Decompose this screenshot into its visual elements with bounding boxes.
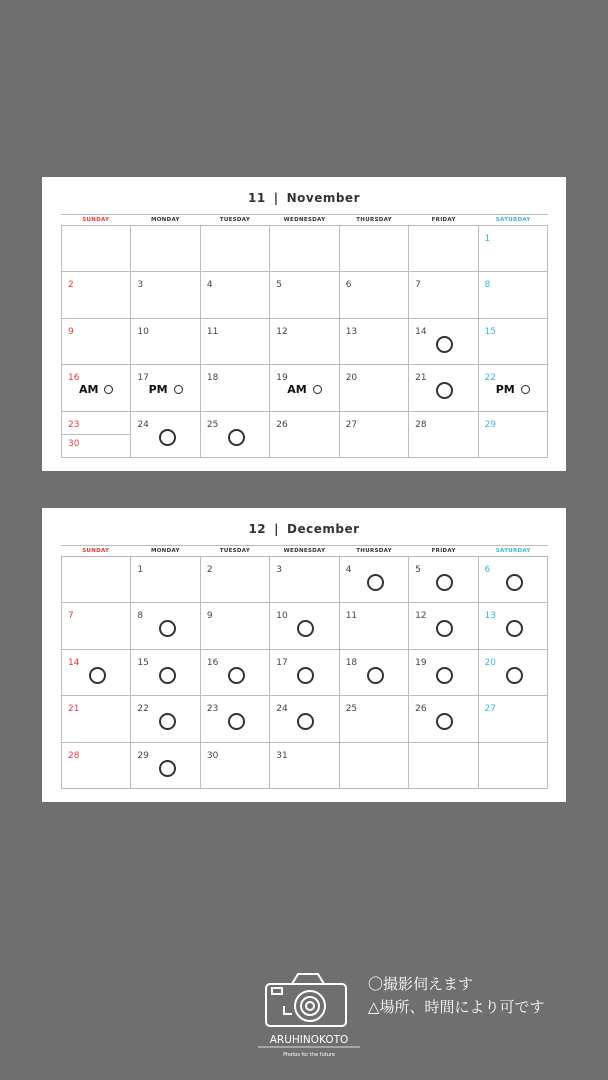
day-cell[interactable]: [269, 226, 338, 271]
day-cell[interactable]: [61, 696, 130, 741]
weekday-label: TUESDAY: [219, 548, 251, 554]
day-number: 18: [345, 657, 358, 668]
day-number: 4: [345, 565, 352, 575]
day-number: 16: [206, 657, 219, 668]
day-cell[interactable]: [339, 319, 408, 364]
day-cell[interactable]: [339, 650, 408, 695]
day-cell[interactable]: [478, 696, 548, 741]
weekday-label: FRIDAY: [431, 548, 456, 554]
available-circle-icon: [89, 667, 106, 684]
calendar-grid: [61, 214, 548, 458]
day-cell[interactable]: [61, 743, 130, 788]
day-cell[interactable]: [61, 226, 130, 271]
weekday-label: MONDAY: [150, 217, 180, 223]
day-cell[interactable]: [130, 696, 199, 741]
day-cell[interactable]: [61, 603, 130, 648]
ampm-availability: [131, 383, 199, 396]
day-number: 29: [484, 419, 496, 430]
month-number: 11: [248, 191, 266, 205]
camera-icon: [254, 968, 364, 1068]
available-circle-icon: [297, 713, 314, 730]
weekday-label: SATURDAY: [495, 217, 531, 223]
day-cell[interactable]: [478, 603, 548, 648]
day-number: 2: [206, 565, 213, 575]
day-cell[interactable]: [408, 319, 477, 364]
day-number: 11: [345, 611, 358, 622]
day-cell[interactable]: [200, 650, 269, 695]
day-cell[interactable]: [478, 557, 548, 602]
calendar-grid: [61, 545, 548, 789]
day-cell[interactable]: [339, 412, 408, 457]
day-cell[interactable]: [408, 743, 477, 788]
day-cell[interactable]: [408, 650, 477, 695]
day-cell[interactable]: [408, 226, 477, 271]
day-cell[interactable]: [61, 412, 130, 457]
day-number: 5: [276, 280, 282, 291]
day-number: 23: [206, 704, 219, 715]
legend-conditional: △場所、時間により可です: [368, 998, 545, 1016]
day-cell[interactable]: [200, 743, 269, 788]
december-calendar: [42, 508, 566, 802]
day-number: 16: [68, 373, 80, 384]
day-cell[interactable]: [269, 650, 338, 695]
day-cell[interactable]: [61, 319, 130, 364]
ampm-availability: [62, 383, 130, 396]
day-cell[interactable]: [130, 272, 199, 317]
day-cell[interactable]: [130, 412, 199, 457]
ampm-availability: [479, 383, 547, 396]
day-number: 30: [206, 750, 219, 761]
day-number: 31: [276, 750, 288, 761]
available-circle-icon: [436, 336, 453, 353]
day-number: 17: [137, 373, 149, 384]
available-circle-icon: [159, 429, 176, 446]
week-row: [61, 319, 548, 365]
day-cell[interactable]: [408, 412, 477, 457]
available-circle-icon: [228, 667, 245, 684]
day-cell[interactable]: [200, 557, 269, 602]
day-cell[interactable]: [339, 743, 408, 788]
day-number: 26: [276, 419, 288, 430]
day-cell[interactable]: [339, 272, 408, 317]
day-number: 19: [276, 373, 288, 384]
small-circle-icon: [313, 385, 322, 394]
weekday-label: SUNDAY: [82, 548, 110, 554]
available-circle-icon: [506, 620, 523, 637]
day-number: 11: [206, 326, 219, 337]
calendar-title: 11 | November: [248, 191, 360, 205]
day-number: 14: [68, 657, 80, 668]
weekday-label: MONDAY: [150, 548, 180, 554]
ampm-label: AM: [287, 383, 307, 397]
day-cell[interactable]: [130, 557, 199, 602]
day-number: 20: [484, 657, 496, 668]
week-row: [61, 365, 548, 411]
available-circle-icon: [436, 620, 453, 637]
weekday-label: SUNDAY: [82, 217, 110, 223]
day-number: 24: [137, 419, 149, 430]
week-row: [61, 557, 548, 603]
day-number: 15: [484, 326, 496, 337]
month-name: December: [287, 522, 360, 536]
day-number: 25: [345, 704, 358, 715]
available-circle-icon: [228, 713, 245, 730]
day-cell[interactable]: [61, 272, 130, 317]
day-number: 15: [137, 657, 149, 668]
day-cell[interactable]: [130, 365, 199, 410]
calendar-title: 12 | December: [248, 522, 360, 536]
day-number: 20: [345, 373, 358, 384]
day-number: 9: [206, 611, 213, 622]
weekday-label: FRIDAY: [431, 217, 456, 223]
day-number: 29: [137, 750, 149, 761]
week-row: [61, 696, 548, 742]
day-number: 17: [276, 657, 288, 668]
day-cell[interactable]: [269, 412, 338, 457]
day-number: 1: [137, 565, 144, 575]
day-number: 2: [68, 280, 74, 291]
day-number: 9: [68, 326, 74, 337]
day-cell[interactable]: [339, 226, 408, 271]
day-number: 13: [484, 611, 496, 622]
day-number: 5: [415, 565, 421, 575]
day-cell[interactable]: [200, 226, 269, 271]
day-cell[interactable]: [478, 272, 548, 317]
available-circle-icon: [367, 574, 384, 591]
day-cell[interactable]: [130, 603, 199, 648]
day-cell[interactable]: [200, 319, 269, 364]
weekday-label: WEDNESDAY: [283, 217, 326, 223]
day-cell[interactable]: [339, 603, 408, 648]
small-circle-icon: [104, 385, 113, 394]
day-number: 25: [206, 419, 219, 430]
day-cell[interactable]: [61, 365, 130, 410]
logo-name: ARUHINOKOTO: [269, 1034, 349, 1046]
weekday-label: THURSDAY: [356, 548, 392, 554]
day-cell[interactable]: [269, 603, 338, 648]
day-number: 7: [68, 611, 74, 622]
day-cell[interactable]: [339, 365, 408, 410]
logo-tagline: Photos for the future: [283, 1052, 335, 1058]
day-cell[interactable]: [478, 743, 548, 788]
week-row: [61, 650, 548, 696]
day-cell[interactable]: [130, 650, 199, 695]
day-cell[interactable]: [478, 412, 548, 457]
day-number: 10: [137, 326, 149, 337]
available-circle-icon: [436, 667, 453, 684]
day-number: 3: [137, 280, 144, 291]
day-cell[interactable]: [269, 743, 338, 788]
day-cell[interactable]: [478, 650, 548, 695]
weekday-label: TUESDAY: [219, 217, 251, 223]
day-number: 14: [415, 326, 427, 337]
day-number: 28: [68, 750, 80, 761]
available-circle-icon: [228, 429, 245, 446]
day-number: 28: [415, 419, 427, 430]
day-number: 23: [68, 419, 80, 430]
ampm-label: PM: [148, 383, 168, 397]
week-row: [61, 603, 548, 649]
logo: [254, 968, 364, 1068]
small-circle-icon: [174, 385, 183, 394]
day-cell[interactable]: [130, 319, 199, 364]
available-circle-icon: [367, 667, 384, 684]
available-circle-icon: [436, 713, 453, 730]
weekday-header: [61, 214, 548, 226]
day-cell[interactable]: [130, 743, 199, 788]
day-cell[interactable]: [200, 272, 269, 317]
weekday-label: WEDNESDAY: [283, 548, 326, 554]
day-number: 22: [137, 704, 149, 715]
day-cell[interactable]: [408, 696, 477, 741]
day-number: 12: [276, 326, 288, 337]
day-number: 1: [484, 234, 491, 244]
day-number: 27: [345, 419, 358, 430]
week-row: [61, 226, 548, 272]
available-circle-icon: [506, 574, 523, 591]
day-number: 30: [68, 438, 80, 449]
day-number: 26: [415, 704, 427, 715]
available-circle-icon: [159, 760, 176, 777]
day-cell[interactable]: [339, 557, 408, 602]
day-cell[interactable]: [339, 696, 408, 741]
small-circle-icon: [521, 385, 530, 394]
day-cell[interactable]: [478, 319, 548, 364]
day-number: 19: [415, 657, 427, 668]
available-circle-icon: [159, 667, 176, 684]
day-cell[interactable]: [269, 365, 338, 410]
month-number: 12: [248, 522, 267, 536]
day-cell[interactable]: [61, 557, 130, 602]
day-cell[interactable]: [269, 696, 338, 741]
day-cell[interactable]: [200, 412, 269, 457]
ampm-availability: [270, 383, 338, 396]
available-circle-icon: [436, 382, 453, 399]
day-number: 13: [345, 326, 358, 337]
week-row: [61, 743, 548, 789]
day-cell[interactable]: [408, 603, 477, 648]
day-cell[interactable]: [200, 365, 269, 410]
day-number: 8: [484, 280, 491, 291]
available-circle-icon: [297, 667, 314, 684]
day-number: 4: [206, 280, 213, 291]
day-cell[interactable]: [408, 557, 477, 602]
day-number: 6: [484, 565, 491, 575]
day-cell[interactable]: [130, 226, 199, 271]
legend-available: 〇撮影伺えます: [368, 975, 474, 993]
day-number: 7: [415, 280, 421, 291]
day-cell[interactable]: [408, 365, 477, 410]
day-number: 18: [206, 373, 219, 384]
day-number: 21: [415, 373, 427, 384]
cell-divider: [62, 434, 130, 435]
available-circle-icon: [159, 620, 176, 637]
day-number: 6: [345, 280, 352, 291]
day-number: 24: [276, 704, 288, 715]
day-cell[interactable]: [478, 365, 548, 410]
day-number: 10: [276, 611, 288, 622]
legend: [368, 973, 545, 1019]
day-cell[interactable]: [269, 557, 338, 602]
day-cell[interactable]: [269, 319, 338, 364]
ampm-label: PM: [495, 383, 515, 397]
day-cell[interactable]: [200, 696, 269, 741]
weekday-label: SATURDAY: [495, 548, 531, 554]
day-cell[interactable]: [269, 272, 338, 317]
week-row: [61, 272, 548, 318]
day-number: 27: [484, 704, 496, 715]
month-name: November: [286, 191, 360, 205]
day-number: 8: [137, 611, 144, 622]
day-cell[interactable]: [61, 650, 130, 695]
weekday-header: [61, 545, 548, 557]
available-circle-icon: [506, 667, 523, 684]
day-number: 22: [484, 373, 496, 384]
day-cell[interactable]: [478, 226, 548, 271]
available-circle-icon: [159, 713, 176, 730]
available-circle-icon: [436, 574, 453, 591]
day-cell[interactable]: [408, 272, 477, 317]
week-row: [61, 412, 548, 458]
day-number: 12: [415, 611, 427, 622]
day-number: 21: [68, 704, 80, 715]
day-number: 3: [276, 565, 282, 575]
november-calendar: [42, 177, 566, 471]
available-circle-icon: [297, 620, 314, 637]
weekday-label: THURSDAY: [356, 217, 392, 223]
ampm-label: AM: [78, 383, 99, 397]
day-cell[interactable]: [200, 603, 269, 648]
